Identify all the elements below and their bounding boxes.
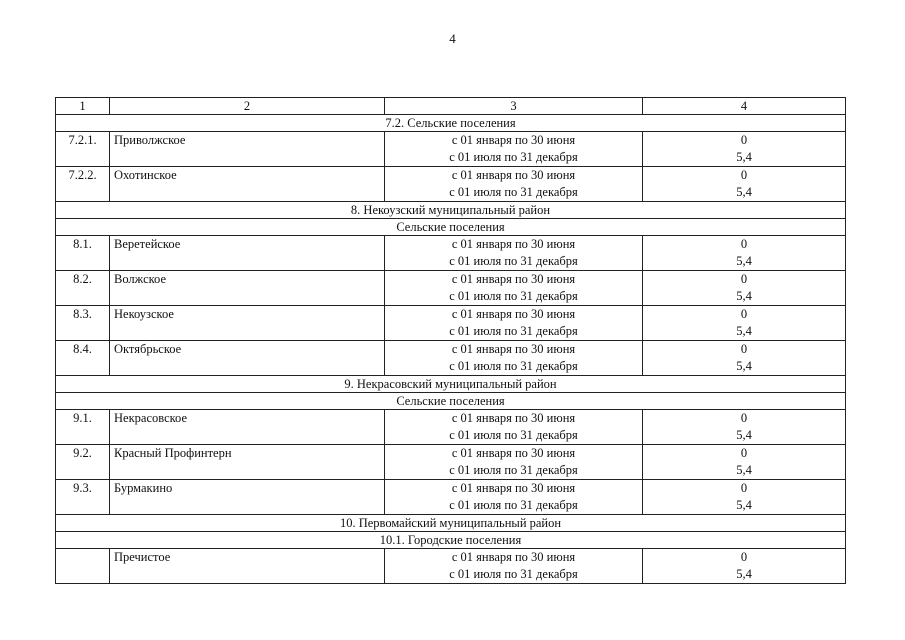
period-line: с 01 июля по 31 декабря — [449, 150, 578, 164]
section-row — [56, 393, 846, 410]
period-cell — [385, 271, 643, 306]
section-title: 7.2. Сельские поселения — [56, 115, 846, 132]
value-line: 0 — [740, 446, 748, 460]
period-line: с 01 января по 30 июня — [451, 237, 576, 251]
value-line: 5,4 — [736, 567, 752, 581]
section-title: 10. Первомайский муниципальный район — [56, 515, 846, 532]
period-line: с 01 января по 30 июня — [451, 481, 576, 495]
table-row — [56, 236, 846, 271]
settlement-name: Волжское — [110, 271, 385, 306]
period-cell — [385, 132, 643, 167]
table-row — [56, 132, 846, 167]
section-row — [56, 376, 846, 393]
section-title: Сельские поселения — [56, 219, 846, 236]
table-body — [56, 98, 846, 584]
period-line: с 01 января по 30 июня — [451, 133, 576, 147]
header-row — [56, 98, 846, 115]
value-line: 5,4 — [736, 463, 752, 477]
period-line: с 01 июля по 31 декабря — [449, 428, 578, 442]
header-cell: 4 — [643, 98, 846, 115]
value-line: 0 — [740, 550, 748, 564]
value-line: 0 — [740, 307, 748, 321]
value-line: 5,4 — [736, 150, 752, 164]
value-cell — [643, 341, 846, 376]
table-row — [56, 167, 846, 202]
section-title: Сельские поселения — [56, 393, 846, 410]
period-line: с 01 июля по 31 декабря — [449, 359, 578, 373]
value-cell — [643, 410, 846, 445]
value-cell — [643, 167, 846, 202]
value-line: 5,4 — [736, 289, 752, 303]
period-line: с 01 июля по 31 декабря — [449, 567, 578, 581]
settlement-name: Красный Профинтерн — [110, 445, 385, 480]
period-line: с 01 января по 30 июня — [451, 168, 576, 182]
value-line: 0 — [740, 411, 748, 425]
period-line: с 01 января по 30 июня — [451, 550, 576, 564]
value-line: 5,4 — [736, 498, 752, 512]
section-title: 8. Некоузский муниципальный район — [56, 202, 846, 219]
value-cell — [643, 549, 846, 584]
row-number: 8.2. — [56, 271, 110, 306]
period-line: с 01 января по 30 июня — [451, 272, 576, 286]
value-cell — [643, 271, 846, 306]
header-cell: 2 — [110, 98, 385, 115]
section-row — [56, 532, 846, 549]
value-line: 5,4 — [736, 185, 752, 199]
header-cell: 3 — [385, 98, 643, 115]
period-cell — [385, 306, 643, 341]
value-line: 5,4 — [736, 254, 752, 268]
value-cell — [643, 445, 846, 480]
value-line: 5,4 — [736, 428, 752, 442]
row-number: 8.4. — [56, 341, 110, 376]
section-row — [56, 115, 846, 132]
value-cell — [643, 132, 846, 167]
period-cell — [385, 549, 643, 584]
section-title: 9. Некрасовский муниципальный район — [56, 376, 846, 393]
settlement-name: Октябрьское — [110, 341, 385, 376]
page-number: 4 — [449, 31, 456, 46]
value-line: 5,4 — [736, 324, 752, 338]
period-line: с 01 января по 30 июня — [451, 446, 576, 460]
value-line: 0 — [740, 481, 748, 495]
header-cell: 1 — [56, 98, 110, 115]
table-row — [56, 480, 846, 515]
row-number: 9.3. — [56, 480, 110, 515]
period-line: с 01 июля по 31 декабря — [449, 463, 578, 477]
row-number — [56, 549, 110, 584]
settlement-name: Приволжское — [110, 132, 385, 167]
period-line: с 01 июля по 31 декабря — [449, 289, 578, 303]
period-line: с 01 июля по 31 декабря — [449, 498, 578, 512]
table-row — [56, 410, 846, 445]
settlement-name: Бурмакино — [110, 480, 385, 515]
value-line: 5,4 — [736, 359, 752, 373]
settlement-name: Веретейское — [110, 236, 385, 271]
period-cell — [385, 480, 643, 515]
period-line: с 01 января по 30 июня — [451, 307, 576, 321]
period-cell — [385, 445, 643, 480]
row-number: 9.1. — [56, 410, 110, 445]
table-row — [56, 445, 846, 480]
section-row — [56, 515, 846, 532]
section-row — [56, 219, 846, 236]
value-cell — [643, 306, 846, 341]
period-line: с 01 июля по 31 декабря — [449, 324, 578, 338]
period-line: с 01 января по 30 июня — [451, 342, 576, 356]
period-cell — [385, 410, 643, 445]
row-number: 9.2. — [56, 445, 110, 480]
table-row — [56, 549, 846, 584]
table-row — [56, 271, 846, 306]
table-row — [56, 306, 846, 341]
row-number: 7.2.2. — [56, 167, 110, 202]
value-line: 0 — [740, 133, 748, 147]
period-cell — [385, 236, 643, 271]
settlement-name: Некоузское — [110, 306, 385, 341]
section-row — [56, 202, 846, 219]
period-cell — [385, 167, 643, 202]
table-row — [56, 341, 846, 376]
period-line: с 01 июля по 31 декабря — [449, 254, 578, 268]
period-line: с 01 июля по 31 декабря — [449, 185, 578, 199]
row-number: 7.2.1. — [56, 132, 110, 167]
tariff-table — [55, 97, 846, 584]
row-number: 8.1. — [56, 236, 110, 271]
settlement-name: Охотинское — [110, 167, 385, 202]
row-number: 8.3. — [56, 306, 110, 341]
settlement-name: Пречистое — [110, 549, 385, 584]
value-line: 0 — [740, 237, 748, 251]
value-line: 0 — [740, 272, 748, 286]
value-cell — [643, 236, 846, 271]
value-cell — [643, 480, 846, 515]
period-line: с 01 января по 30 июня — [451, 411, 576, 425]
settlement-name: Некрасовское — [110, 410, 385, 445]
value-line: 0 — [740, 168, 748, 182]
value-line: 0 — [740, 342, 748, 356]
section-title: 10.1. Городские поселения — [56, 532, 846, 549]
period-cell — [385, 341, 643, 376]
